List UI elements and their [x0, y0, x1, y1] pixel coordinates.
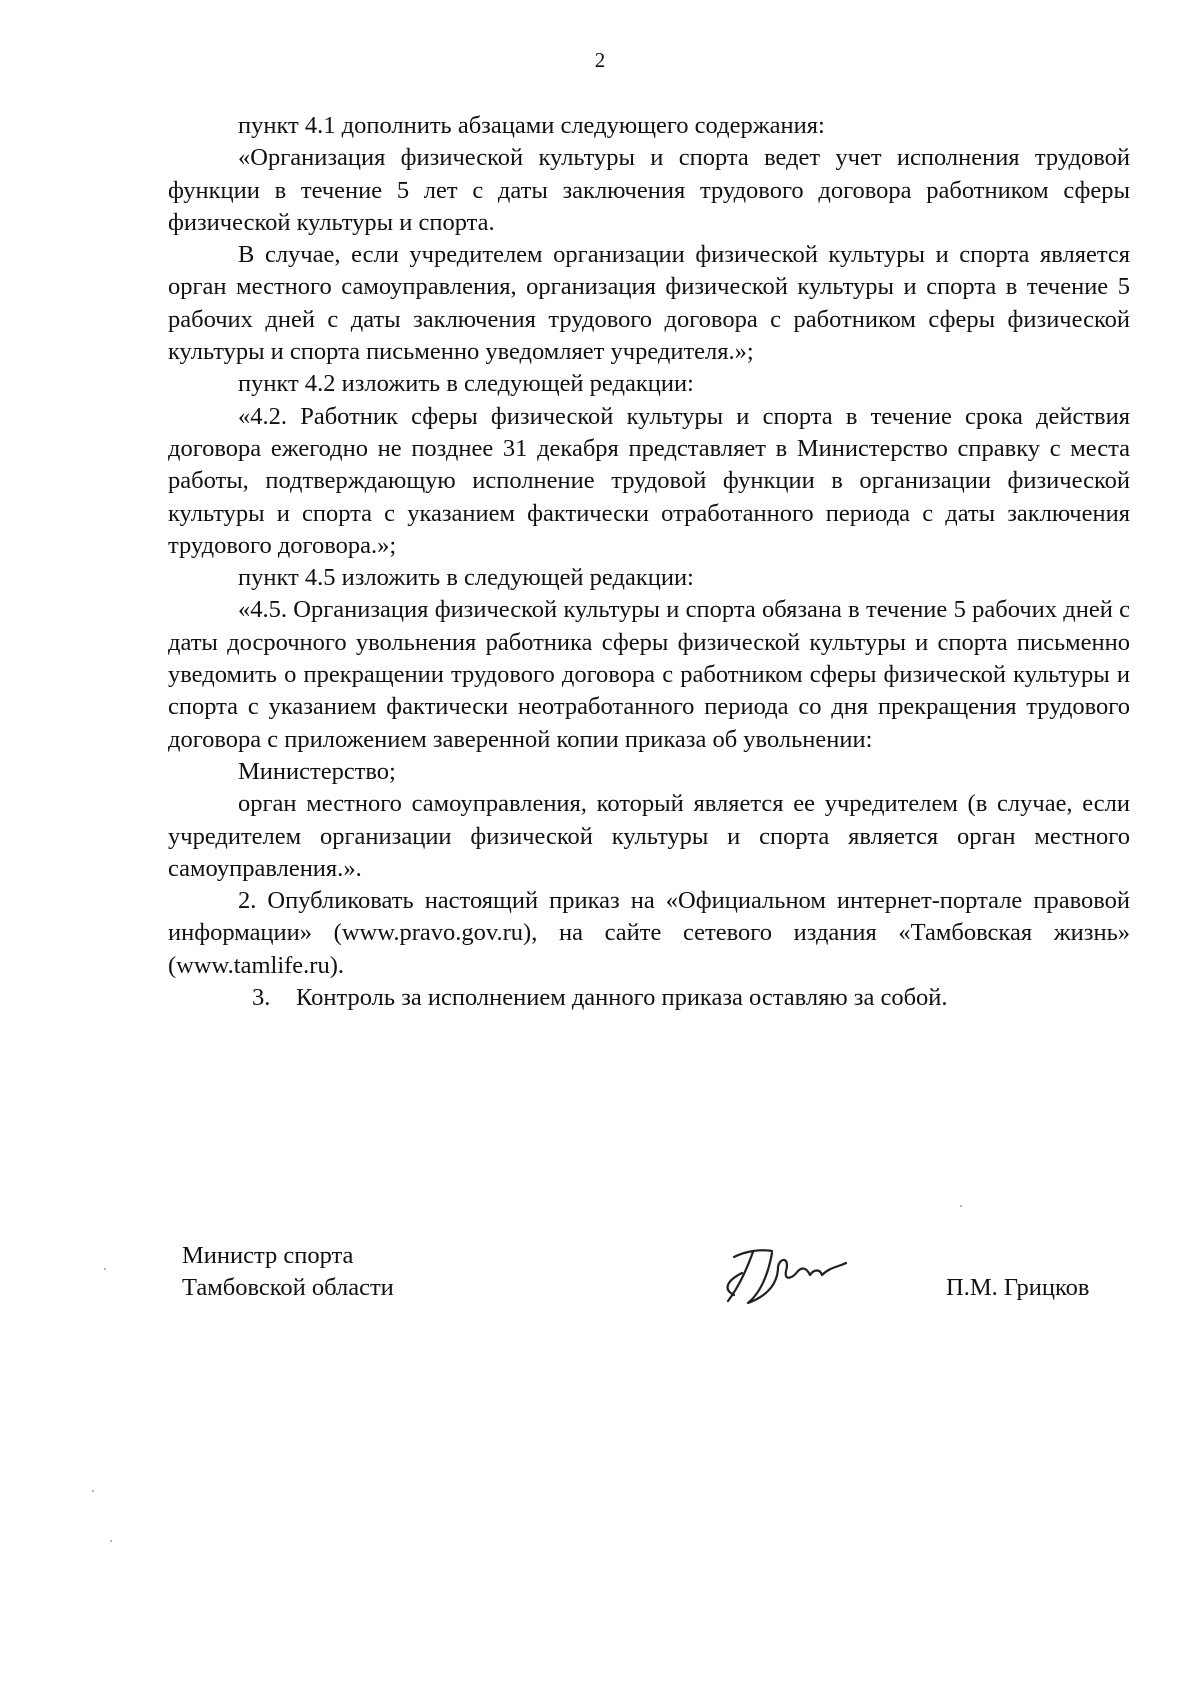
- signatory-name: П.М. Грицков: [946, 1274, 1090, 1301]
- paragraph-clause-4-2-text: «4.2. Работник сферы физической культуры и спорта в течение срока действия договора ежегодно не позднее 31 декабря представляет в Министерство справку с места работы, подтверждающую исполнение трудовой функции в организации физической культуры и спорта с указанием фактически отработанного периода с даты заключения трудового договора.»;: [168, 402, 1130, 559]
- paragraph-clause-4-5-text: «4.5. Организация физической культуры и спорта обязана в течение 5 рабочих дней с даты досрочного увольнения работника сферы физической культуры и спорта письменно уведомить о прекращении трудового договора с работником сферы физической культуры и спорта с указанием фактически неотработанного периода со дня прекращения трудового договора с приложением заверенной копии приказа об увольнении:: [168, 596, 1130, 753]
- paragraph-item-2-publish: 2. Опубликовать настоящий приказ на «Официальном интернет-портале правовой информации» (www.pravo.gov.ru), на сайте сетевого издания «Тамбовская жизнь» (www.tamlife.ru).: [168, 887, 1130, 979]
- scan-speck: [110, 1540, 112, 1542]
- item-3-text: Контроль за исполнением данного приказа оставляю за собой.: [296, 984, 948, 1012]
- paragraph-item-3-control: [168, 982, 1130, 1014]
- paragraph-ministry: Министерство;: [238, 757, 396, 785]
- scan-speck: [92, 1490, 94, 1492]
- paragraph-clause-4-2-intro: пункт 4.2 изложить в следующей редакции:: [238, 370, 694, 398]
- paragraph-clause-4-1-founder: В случае, если учредителем организации физической культуры и спорта является орган местного самоуправления, организация физической культуры и спорта в течение 5 рабочих дней с даты заключения трудового договора с работником сферы физической культуры и спорта письменно уведомляет учредителя.»;: [168, 241, 1130, 366]
- scan-speck: [104, 1268, 106, 1270]
- signatory-title: [182, 1240, 394, 1304]
- page-number: 2: [594, 48, 606, 72]
- paragraph-local-government: орган местного самоуправления, который является ее учредителем (в случае, если учредителем организации физической культуры и спорта является орган местного самоуправления.».: [168, 790, 1130, 882]
- item-3-number: 3.: [252, 984, 271, 1012]
- scan-speck: [960, 1205, 962, 1207]
- document-body: [168, 110, 1130, 1014]
- paragraph-clause-4-1-intro: пункт 4.1 дополнить абзацами следующего содержания:: [238, 112, 825, 139]
- paragraph-clause-4-5-intro: пункт 4.5 изложить в следующей редакции:: [238, 564, 694, 592]
- signatory-title-line1: Министр спорта: [182, 1242, 354, 1269]
- signatory-title-line2: Тамбовской области: [182, 1274, 394, 1301]
- paragraph-clause-4-1-text: «Организация физической культуры и спорта ведет учет исполнения трудовой функции в течение 5 лет с даты заключения трудового договора работником сферы физической культуры и спорта.: [168, 144, 1130, 236]
- handwritten-signature: [712, 1243, 852, 1313]
